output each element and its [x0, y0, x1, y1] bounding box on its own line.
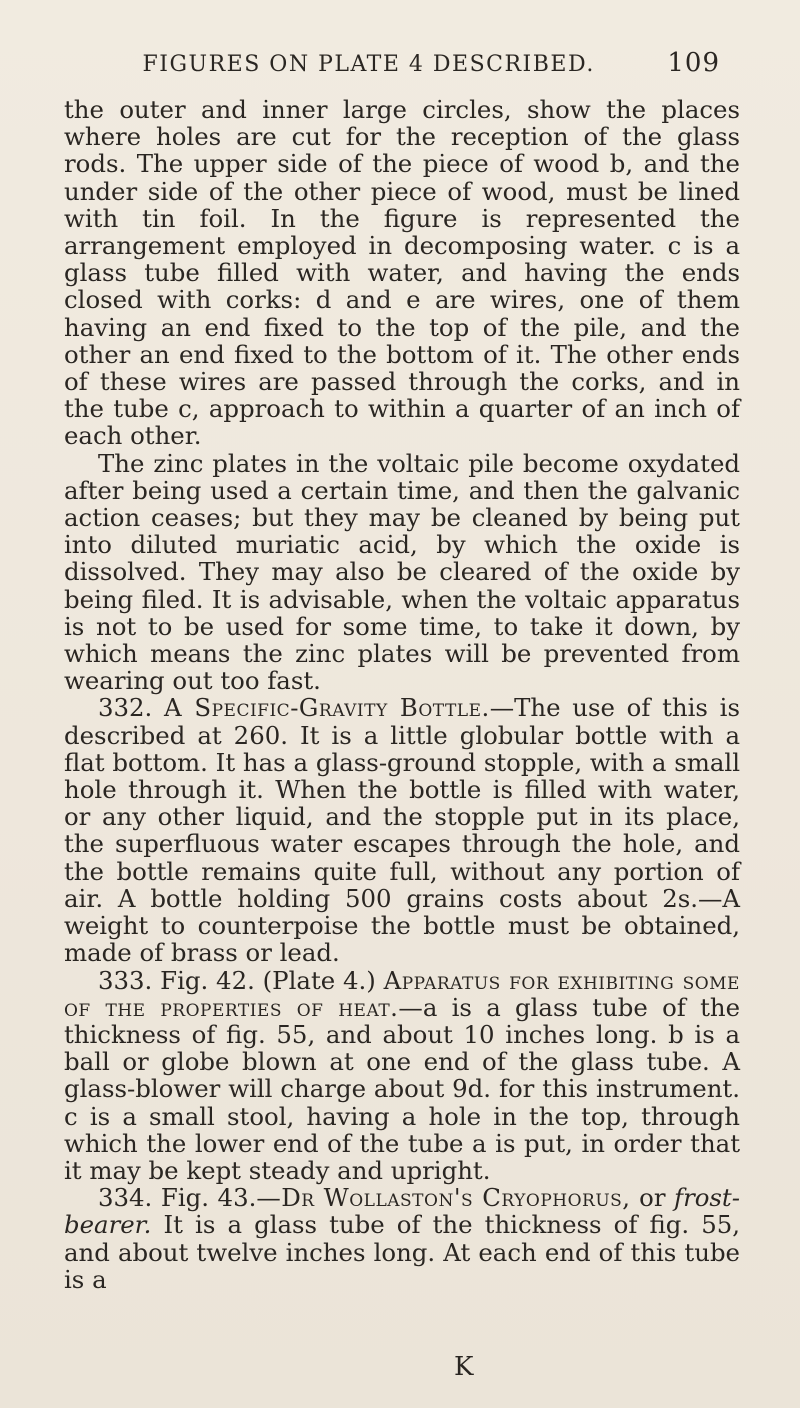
paragraph-continuation: the outer and inner large circles, show the places where holes are cut for the reception of the glass rods. The upper side of the piece of wood b, and the under side of the other piece of wood, must be lined with tin foil. In the figure is represented the arrangement employed in decomposing water. c is a glass tube filled with water, and having the ends closed with corks: d and e are wires, one of them having an end fixed to the top of the pile, and the other an end fixed to the bottom of it. The other ends of these wires are passed through the corks, and in the tube c, approach to within a quarter of an inch of each other. [64, 95, 740, 451]
section-333-text: —a is a glass tube of the thickness of fig. 55, and about 10 inches long. b is a ball or globe blown at one end of the glass tube. A glass-blower will charge about 9d. for this instrument. c is a small stool, having a hole in the top, through which the lower end of the tube a is put, in order that it may be kept steady and upright. [64, 992, 741, 1185]
section-332-title: A Specific-Gravity Bottle. [164, 693, 490, 723]
page-number: 109 [667, 48, 720, 78]
section-334-title: —Dr Wollaston's Cryophorus, [256, 1183, 631, 1213]
section-334 [64, 1184, 740, 1293]
section-332-number: 332. [98, 693, 153, 723]
section-334-text-b: It is a glass tube of the thickness of fig. 55, and about twelve inches long. At each end of this tube is a [64, 1210, 740, 1294]
body-text [64, 96, 740, 1293]
section-334-number: 334. [98, 1183, 153, 1213]
section-334-italic: frost-bearer. [64, 1183, 740, 1240]
section-332 [64, 694, 740, 966]
section-333-title: Apparatus for exhibiting some of the properties of heat. [64, 965, 740, 1022]
running-head: FIGURES ON PLATE 4 DESCRIBED. [142, 52, 595, 77]
section-333 [64, 967, 740, 1185]
section-333-fig: Fig. 42. (Plate 4.) [160, 965, 376, 995]
section-334-fig: Fig. 43. [160, 1183, 257, 1213]
section-332-text: —The use of this is described at 260. It is a little globular bottle with a flat bottom. It has a glass-ground stopple, with a small hole through it. When the bottle is filled with water, or any other liquid, and the stopple put in its place, the superfluous water escapes through the hole, and the bottle remains quite full, without any portion of air. A bottle holding 500 grains costs about 2s.—A weight to counterpoise the bottle must be obtained, made of brass or lead. [64, 693, 740, 968]
section-334-text-a: or [630, 1183, 675, 1213]
signature-mark: K [454, 1352, 474, 1382]
page-header [80, 48, 720, 78]
paragraph-zinc-plates: The zinc plates in the voltaic pile become oxydated after being used a certain time, and then the galvanic action ceases; but they may be cleaned by being put into diluted muriatic acid, by which the oxide is dissolved. They may also be cleared of the oxide by being filed. It is advisable, when the voltaic apparatus is not to be used for some time, to take it down, by which means the zinc plates will be prevented from wearing out too fast. [64, 448, 740, 696]
section-333-number: 333. [98, 965, 153, 995]
